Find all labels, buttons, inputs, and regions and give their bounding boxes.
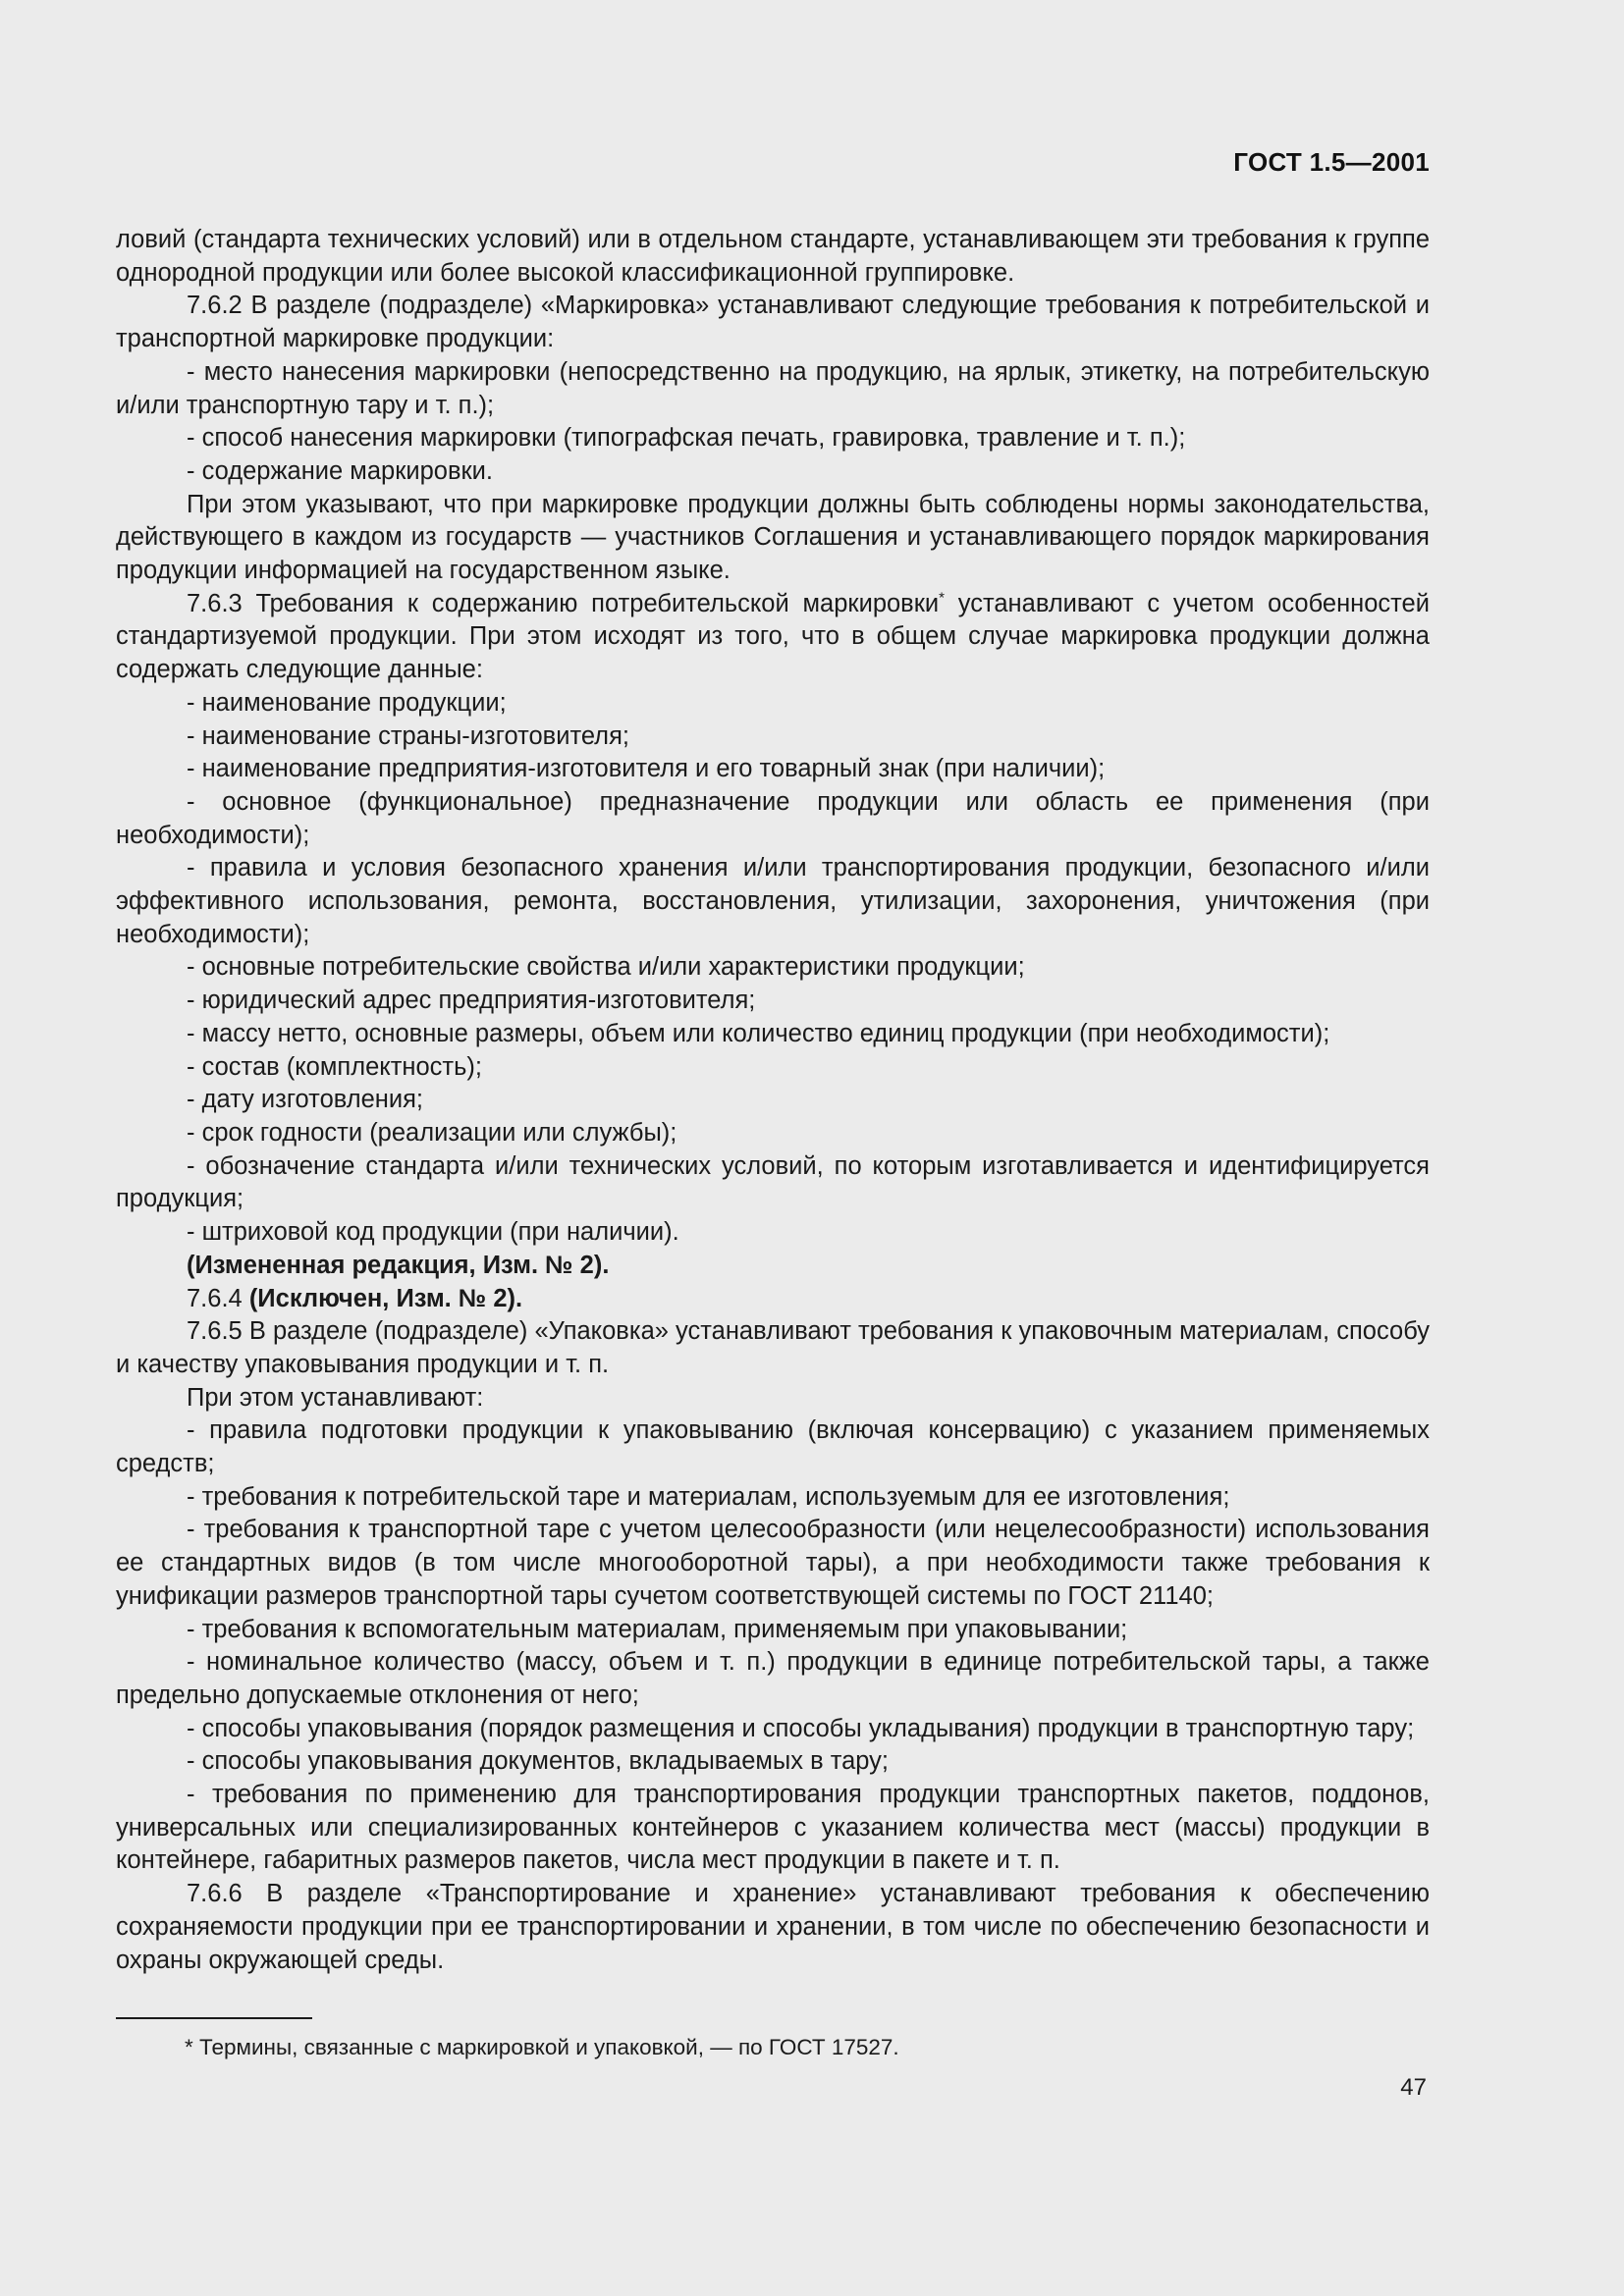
list-item: - состав (комплектность); [187, 1052, 482, 1081]
footnote-marker: * [939, 589, 945, 607]
list-item: - требования к вспомогательным материалам, применяемым при упаковывании; [187, 1615, 1128, 1643]
paragraph [116, 1283, 1430, 1316]
list-item: - правила и условия безопасного хранения и/или транспортирования продукции, безопасного и/или эффективного использования, ремонта, восстановления, утилизации, захоронения, уничтожения (при необходимости); [116, 854, 1430, 948]
page-number: 47 [1400, 2074, 1427, 2101]
list-item: - основное (функциональное) предназначение продукции или область ее применения (при необходимости); [116, 787, 1430, 849]
list-item: - место нанесения маркировки (непосредственно на продукцию, на ярлык, этикетку, на потребительскую и/или транспортную тару и т. п.); [116, 357, 1430, 419]
document-header: ГОСТ 1.5—2001 [1233, 147, 1430, 177]
clause-number: 7.6.4 [187, 1284, 249, 1312]
list-item: - срок годности (реализации или службы); [187, 1118, 677, 1147]
list-item: - обозначение стандарта и/или технических условий, по которым изготавливается и идентифицируется продукция; [116, 1151, 1430, 1213]
paragraph: ловий (стандарта технических условий) или в отдельном стандарте, устанавливающем эти требования к группе однородной продукции или более высокой классификационной группировке. [116, 226, 1430, 287]
list-item: - наименование предприятия-изготовителя и его товарный знак (при наличии); [187, 755, 1106, 783]
list-item: - требования к транспортной таре с учетом целесообразности (или нецелесообразности) использования ее стандартных видов (в том числе многооборотной тары), а при необходимости также требования к унификации размеров транспортной тары сучетом соответствующей системы по ГОСТ 21140; [116, 1516, 1430, 1610]
amendment-note: (Измененная редакция, Изм. № 2). [187, 1251, 610, 1279]
list-item: - массу нетто, основные размеры, объем или количество единиц продукции (при необходимости); [187, 1019, 1330, 1047]
paragraph-text: устанавливают с учетом особенностей стандартизуемой продукции. При этом исходят из того, что в общем случае маркировка продукции должна содержать следующие данные: [116, 589, 1430, 684]
document-body [116, 224, 1430, 1977]
list-item: - правила подготовки продукции к упаковыванию (включая консервацию) с указанием применяемых средств; [116, 1416, 1430, 1478]
list-item: - способы упаковывания (порядок размещения и способы укладывания) продукции в транспортную тару; [187, 1714, 1415, 1742]
list-item: - наименование страны-изготовителя; [187, 721, 629, 750]
footnote-divider [116, 2017, 312, 2019]
list-item: - требования по применению для транспортирования продукции транспортных пакетов, поддонов, универсальных или специализированных контейнеров с указанием количества мест (массы) продукции в контейнере, габаритных размеров пакетов, числа мест продукции в пакете и т. п. [116, 1781, 1430, 1875]
amendment-note: (Исключен, Изм. № 2). [248, 1284, 523, 1312]
list-item: - способы упаковывания документов, вкладываемых в тару; [187, 1747, 890, 1776]
list-item: - содержание маркировки. [187, 456, 494, 485]
paragraph: При этом устанавливают: [187, 1383, 484, 1412]
list-item: - юридический адрес предприятия-изготовителя; [187, 987, 756, 1015]
list-item: - основные потребительские свойства и/или характеристики продукции; [187, 953, 1025, 982]
list-item: - дату изготовления; [187, 1086, 423, 1114]
paragraph [116, 588, 1430, 687]
paragraph: При этом указывают, что при маркировке продукции должны быть соблюдены нормы законодательства, действующего в каждом из государств — участников Соглашения и устанавливающего порядок маркирования продукции информацией на государственном языке. [116, 490, 1430, 585]
paragraph: 7.6.5 В разделе (подразделе) «Упаковка» устанавливают требования к упаковочным материалам, способу и качеству упаковывания продукции и т. п. [116, 1317, 1430, 1378]
list-item: - требования к потребительской таре и материалам, используемым для ее изготовления; [187, 1482, 1230, 1511]
paragraph-text: 7.6.3 Требования к содержанию потребительской маркировки [187, 589, 940, 617]
footnote: * Термины, связанные с маркировкой и упаковкой, — по ГОСТ 17527. [185, 2035, 899, 2059]
list-item: - штриховой код продукции (при наличии). [187, 1218, 679, 1247]
list-item: - наименование продукции; [187, 688, 507, 717]
list-item: - номинальное количество (массу, объем и т. п.) продукции в единице потребительской тары, а также предельно допускаемые отклонения от него; [116, 1648, 1430, 1709]
list-item: - способ нанесения маркировки (типографская печать, гравировка, травление и т. п.); [187, 424, 1186, 453]
paragraph: 7.6.6 В разделе «Транспортирование и хранение» устанавливают требования к обеспечению сохраняемости продукции при ее транспортировании и хранении, в том числе по обеспечению безопасности и охраны окружающей среды. [116, 1880, 1430, 1974]
paragraph: 7.6.2 В разделе (подразделе) «Маркировка» устанавливают следующие требования к потребительской и транспортной маркировке продукции: [116, 292, 1430, 353]
